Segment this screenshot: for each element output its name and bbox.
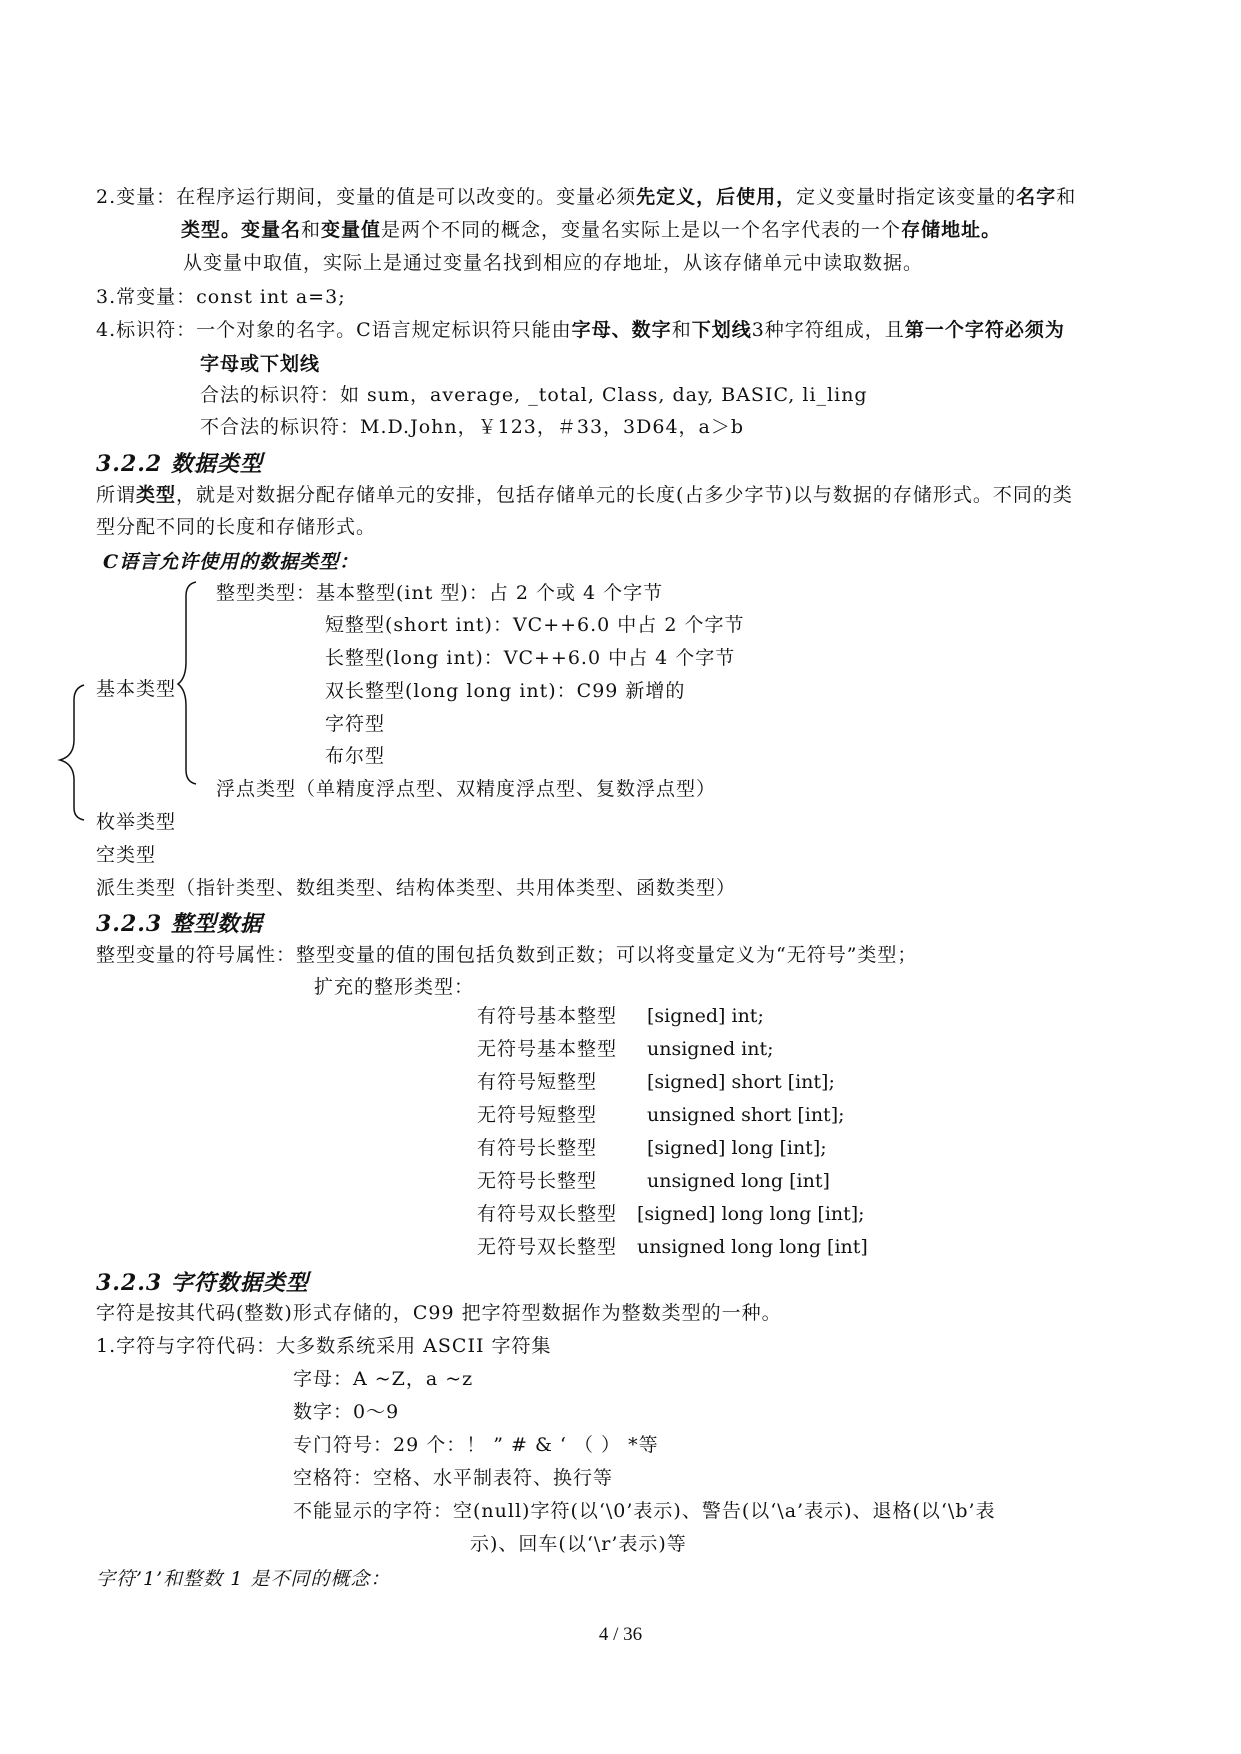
char-code-line: 1.字符与字符代码：大多数系统采用 ASCII 字符集: [96, 1335, 552, 1357]
tree-long-long-int: 双长整型(long long int)：C99 新增的: [325, 680, 686, 702]
char-intro-line: 字符是按其代码(整数)形式存储的，C99 把字符型数据作为整数类型的一种。: [96, 1302, 782, 1324]
char-letters-line: 字母：A ~Z，a ~z: [293, 1368, 474, 1390]
section-heading-3-2-3-integer: 3.2.3 整型数据: [96, 911, 263, 937]
table-row: 无符号双长整型 unsigned long long [int]: [477, 1236, 868, 1258]
table-row: 无符号基本整型 unsigned int;: [477, 1038, 774, 1060]
tree-bool-type: 布尔型: [325, 745, 386, 767]
variable-paragraph-line-1: 2.变量：在程序运行期间，变量的值是可以改变的。变量必须先定义，后使用，定义变量时指定该变量的名字和: [96, 186, 1077, 208]
legal-identifiers-line: 合法的标识符：如 sum，average, _total, Class, day, BASIC, li_ling: [200, 384, 868, 406]
tree-char-type: 字符型: [325, 713, 386, 735]
data-type-paragraph-line-1: 所谓类型，就是对数据分配存储单元的安排，包括存储单元的长度(占多少字节)以与数据的存储形式。不同的类: [96, 484, 1073, 506]
variable-paragraph-line-3: 从变量中取值，实际上是通过变量名找到相应的存地址，从该存储单元中读取数据。: [183, 252, 924, 274]
data-type-paragraph-line-2: 型分配不同的长度和存储形式。: [96, 516, 377, 538]
variable-paragraph-line-2: 类型。变量名和变量值是两个不同的概念，变量名实际上是以一个名字代表的一个存储地址。: [181, 219, 1002, 241]
constant-variable-line: 3.常变量：const int a=3;: [96, 286, 346, 308]
table-row: 有符号短整型 [signed] short [int];: [477, 1071, 835, 1093]
page-number: 4 / 36: [598, 1624, 643, 1645]
tree-integer-types: 整型类型：基本整型(int 型)：占 2 个或 4 个字节: [216, 582, 664, 604]
tree-short-int: 短整型(short int)：VC++6.0 中占 2 个字节: [325, 614, 745, 636]
table-row: 有符号长整型 [signed] long [int];: [477, 1137, 827, 1159]
table-row: 有符号双长整型 [signed] long long [int];: [477, 1203, 865, 1225]
char-whitespace-line: 空格符：空格、水平制表符、换行等: [293, 1467, 614, 1489]
char-digits-line: 数字：0～9: [293, 1401, 400, 1423]
table-row: 有符号基本整型 [signed] int;: [477, 1005, 764, 1027]
allowed-types-subheading: C语言允许使用的数据类型：: [103, 551, 360, 573]
char-symbols-line: 专门符号：29 个：！ ” # & ‘ （ ） *等: [293, 1434, 659, 1456]
tree-void-type: 空类型: [96, 844, 157, 866]
identifier-paragraph-line-1: 4.标识符：一个对象的名字。C语言规定标识符只能由字母、数字和下划线3种字符组成，且第一个字符必须为: [96, 319, 1065, 341]
char-vs-integer-line: 字符’1’和整数 1 是不同的概念：: [96, 1568, 391, 1590]
tree-enum-type: 枚举类型: [96, 811, 177, 833]
identifier-paragraph-line-2: 字母或下划线: [200, 353, 321, 375]
illegal-identifiers-line: 不合法的标识符：M.D.John，￥123，＃33，3D64，a＞b: [200, 416, 745, 438]
char-nonprintable-line-2: 示)、回车(以‘\r’表示)等: [470, 1533, 687, 1555]
tree-basic-types: 基本类型: [96, 678, 177, 700]
integer-sign-attribute-line: 整型变量的符号属性：整型变量的值的围包括负数到正数；可以将变量定义为“无符号”类型；: [96, 944, 918, 966]
extended-integer-types-line: 扩充的整形类型：: [314, 976, 475, 998]
tree-long-int: 长整型(long int)：VC++6.0 中占 4 个字节: [325, 647, 736, 669]
section-heading-3-2-3-char: 3.2.3 字符数据类型: [96, 1270, 309, 1296]
section-heading-3-2-2: 3.2.2 数据类型: [96, 451, 263, 477]
table-row: 无符号短整型 unsigned short [int];: [477, 1104, 845, 1126]
tree-float-types: 浮点类型（单精度浮点型、双精度浮点型、复数浮点型）: [216, 778, 717, 800]
integer-type-table: [477, 1000, 868, 1264]
char-nonprintable-line-1: 不能显示的字符：空(null)字符(以‘\0’表示)、警告(以‘\a’表示)、退格(以‘\b’表: [293, 1500, 996, 1522]
tree-derived-types: 派生类型（指针类型、数组类型、结构体类型、共用体类型、函数类型）: [96, 877, 737, 899]
table-row: 无符号长整型 unsigned long [int]: [477, 1170, 830, 1192]
